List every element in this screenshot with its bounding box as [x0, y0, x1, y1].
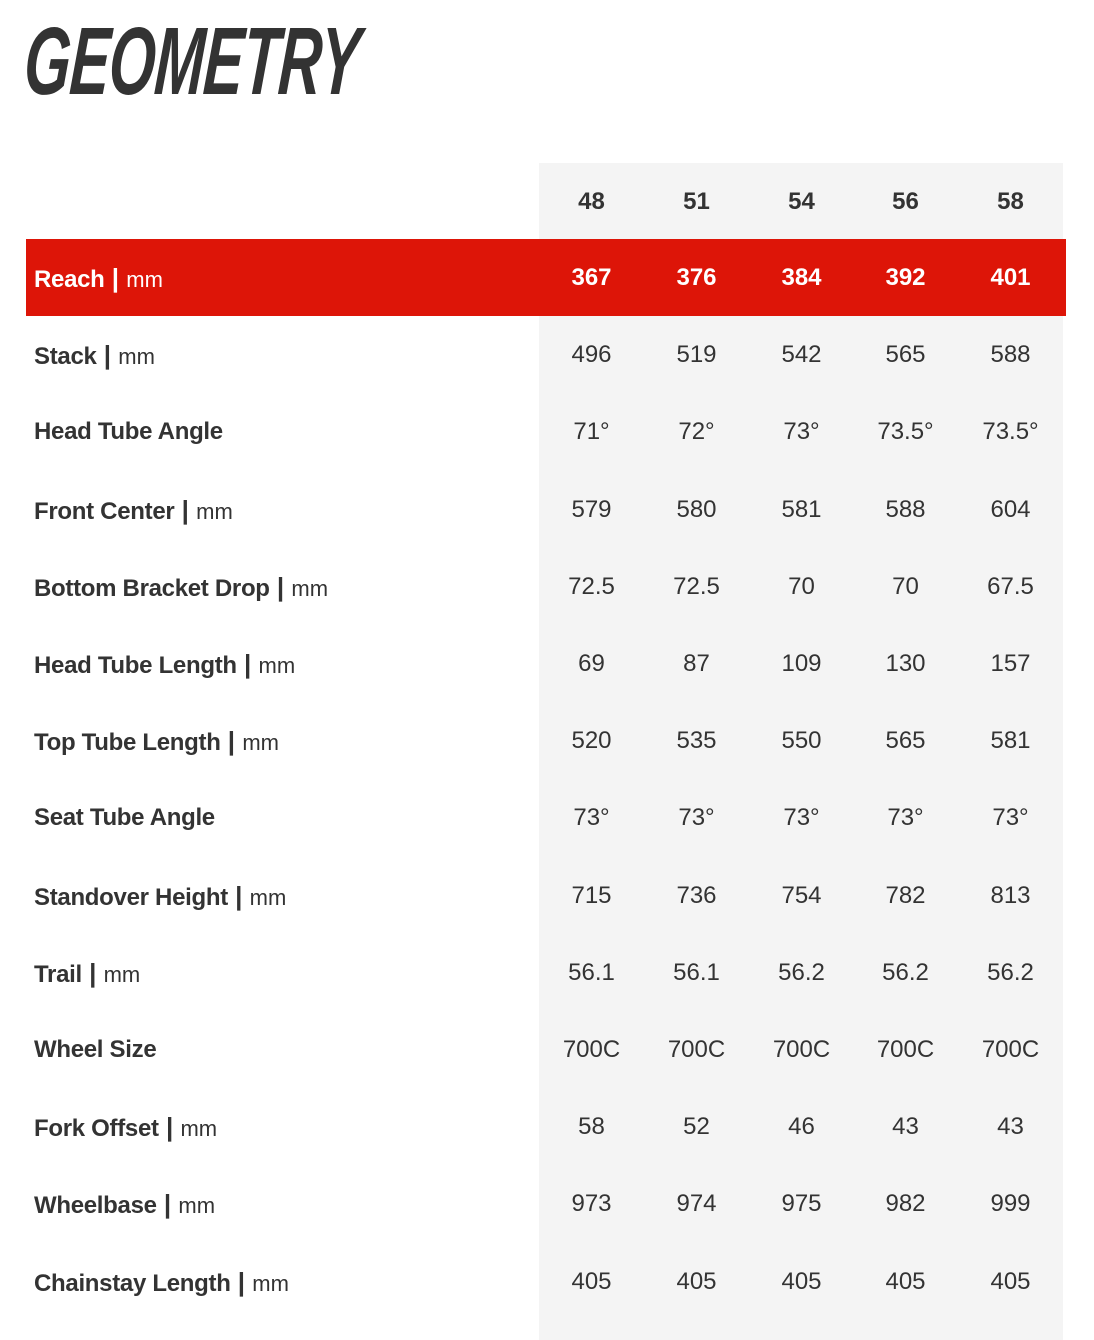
table-cell: 405 [676, 1267, 717, 1295]
unit-separator: | [81, 957, 104, 988]
unit-separator: | [174, 494, 197, 525]
row-unit: mm [252, 1270, 289, 1296]
table-cell: 73° [887, 804, 924, 832]
row-name: Chainstay Length [34, 1269, 231, 1297]
row-unit-wrap [158, 1112, 218, 1143]
table-row [26, 934, 1066, 1011]
table-cell: 73° [783, 418, 820, 446]
row-unit: mm [178, 1193, 216, 1219]
row-name: Reach [34, 266, 105, 293]
row-unit-wrap [269, 571, 329, 602]
row-name: Head Tube Length [34, 652, 237, 679]
row-name: Fork Offset [34, 1115, 159, 1143]
row-label [34, 1011, 156, 1088]
row-unit-wrap [81, 957, 141, 988]
size-header-row [0, 163, 1094, 239]
table-cell: 130 [885, 650, 926, 677]
table-cell: 579 [571, 495, 612, 523]
row-unit-wrap [230, 1266, 289, 1297]
row-label [34, 548, 328, 625]
table-cell: 58 [578, 1113, 605, 1141]
table-cell: 56.1 [673, 958, 720, 986]
row-name: Seat Tube Angle [34, 804, 215, 832]
row-unit: mm [242, 730, 279, 756]
row-label [34, 1088, 217, 1165]
table-cell: 813 [990, 881, 1031, 909]
table-cell: 69 [578, 650, 605, 677]
table-cell: 405 [571, 1267, 612, 1295]
row-label [34, 1165, 215, 1242]
size-header-cell: 54 [788, 188, 815, 215]
table-row [26, 625, 1066, 702]
row-label [34, 779, 215, 856]
table-row [26, 1088, 1066, 1165]
table-row [26, 1011, 1066, 1088]
table-row [26, 779, 1066, 856]
table-cell: 982 [885, 1190, 926, 1218]
table-cell: 999 [990, 1190, 1031, 1218]
table-cell: 73° [783, 804, 820, 832]
table-cell: 974 [676, 1190, 717, 1218]
table-cell: 700C [667, 1036, 726, 1063]
row-name: Stack [34, 343, 97, 371]
table-cell: 392 [885, 264, 926, 291]
table-cell: 52 [683, 1113, 710, 1141]
table-cell: 87 [683, 650, 710, 677]
table-cell: 700C [562, 1036, 621, 1063]
table-cell: 973 [571, 1190, 612, 1218]
table-cell: 73° [992, 804, 1029, 832]
row-name: Front Center [34, 497, 175, 525]
row-unit: mm [196, 498, 233, 524]
unit-separator: | [236, 649, 259, 679]
row-name: Head Tube Angle [34, 418, 223, 446]
row-label [34, 857, 286, 934]
table-cell: 157 [990, 650, 1031, 677]
row-name: Wheelbase [34, 1192, 157, 1220]
unit-separator: | [104, 263, 127, 293]
table-cell: 550 [781, 727, 822, 755]
table-cell: 376 [676, 264, 717, 291]
unit-separator: | [158, 1112, 181, 1143]
row-name: Top Tube Length [34, 729, 221, 757]
row-unit-wrap [174, 494, 233, 525]
size-header-cell: 56 [892, 188, 919, 215]
row-unit-wrap [104, 263, 163, 293]
row-unit: mm [249, 884, 287, 910]
row-unit: mm [180, 1116, 218, 1142]
row-unit-wrap [156, 1189, 216, 1220]
unit-separator: | [220, 726, 243, 757]
table-cell: 43 [892, 1113, 919, 1141]
row-unit: mm [258, 653, 296, 678]
table-cell: 535 [676, 727, 717, 755]
table-cell: 715 [571, 881, 612, 909]
table-cell: 700C [772, 1036, 831, 1063]
table-cell: 405 [990, 1267, 1031, 1295]
row-unit: mm [118, 344, 155, 370]
table-cell: 43 [997, 1113, 1024, 1141]
table-cell: 70 [788, 572, 815, 600]
row-unit: mm [126, 267, 163, 292]
table-cell: 519 [676, 341, 717, 369]
row-label [34, 625, 295, 702]
row-label [34, 239, 163, 316]
row-unit: mm [103, 961, 141, 987]
row-label [34, 702, 279, 779]
row-unit-wrap [236, 649, 296, 679]
table-cell: 384 [781, 264, 822, 291]
row-label [34, 1243, 289, 1320]
row-unit-wrap [227, 880, 287, 911]
table-row [26, 239, 1066, 316]
table-cell: 975 [781, 1190, 822, 1218]
table-cell: 736 [676, 881, 717, 909]
table-cell: 700C [876, 1036, 935, 1063]
unit-separator: | [269, 571, 292, 602]
table-row [26, 1243, 1066, 1320]
table-cell: 56.1 [568, 958, 615, 986]
table-cell: 588 [990, 341, 1031, 369]
unit-separator: | [230, 1266, 253, 1297]
table-cell: 565 [885, 341, 926, 369]
table-cell: 73° [573, 804, 610, 832]
table-cell: 581 [781, 495, 822, 523]
table-cell: 73.5° [982, 418, 1039, 446]
table-cell: 71° [573, 418, 610, 446]
table-row [26, 393, 1066, 470]
table-cell: 581 [990, 727, 1031, 755]
table-cell: 46 [788, 1113, 815, 1141]
size-header-cell: 48 [578, 188, 605, 215]
table-cell: 70 [892, 572, 919, 600]
unit-separator: | [156, 1189, 179, 1220]
table-cell: 67.5 [987, 572, 1034, 600]
row-label [34, 471, 233, 548]
row-name: Bottom Bracket Drop [34, 574, 270, 602]
table-cell: 367 [571, 264, 612, 291]
table-cell: 565 [885, 727, 926, 755]
row-unit: mm [291, 575, 329, 601]
unit-separator: | [96, 340, 119, 371]
table-row [26, 471, 1066, 548]
row-name: Trail [34, 960, 82, 988]
table-cell: 109 [781, 650, 822, 677]
table-cell: 405 [781, 1267, 822, 1295]
table-cell: 56.2 [882, 958, 929, 986]
table-cell: 604 [990, 495, 1031, 523]
table-row [26, 316, 1066, 393]
size-header-cell: 58 [997, 188, 1024, 215]
row-name: Wheel Size [34, 1036, 157, 1063]
row-unit-wrap [96, 340, 155, 371]
table-cell: 520 [571, 727, 612, 755]
table-cell: 401 [990, 264, 1031, 291]
table-row [26, 702, 1066, 779]
table-cell: 72.5 [568, 572, 615, 600]
table-row [26, 548, 1066, 625]
table-cell: 72.5 [673, 572, 720, 600]
row-name: Standover Height [34, 883, 228, 911]
row-label [34, 316, 155, 393]
table-row [26, 857, 1066, 934]
table-cell: 405 [885, 1267, 926, 1295]
row-unit-wrap [220, 726, 279, 757]
size-header-cell: 51 [683, 188, 710, 215]
page-title: GEOMETRY [21, 8, 363, 115]
table-cell: 588 [885, 495, 926, 523]
unit-separator: | [227, 880, 250, 911]
table-cell: 73.5° [877, 418, 934, 446]
table-row [26, 1165, 1066, 1242]
table-cell: 496 [571, 341, 612, 369]
table-cell: 580 [676, 495, 717, 523]
table-cell: 700C [981, 1036, 1040, 1063]
table-cell: 56.2 [987, 958, 1034, 986]
table-cell: 72° [678, 418, 715, 446]
table-cell: 56.2 [778, 958, 825, 986]
table-cell: 542 [781, 341, 822, 369]
table-cell: 782 [885, 881, 926, 909]
row-label [34, 934, 140, 1011]
table-cell: 754 [781, 881, 822, 909]
table-cell: 73° [678, 804, 715, 832]
row-label [34, 393, 223, 470]
